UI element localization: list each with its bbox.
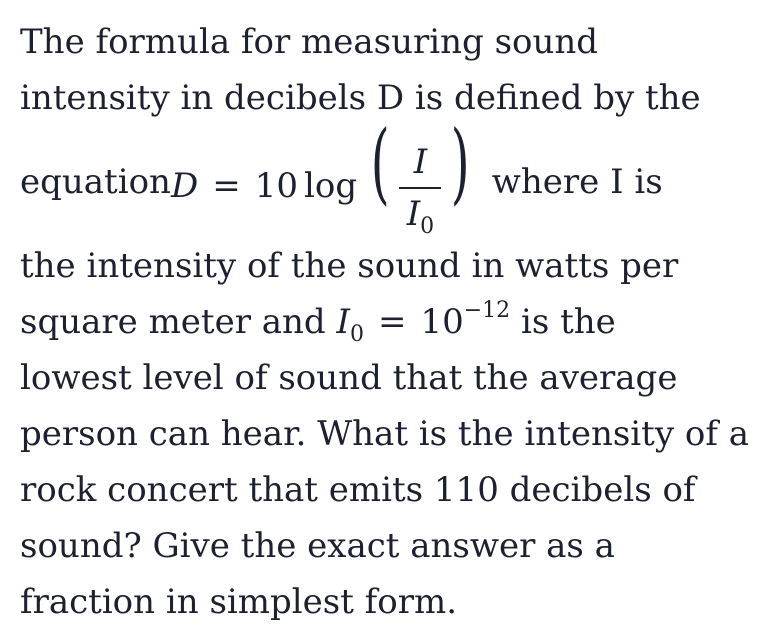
line-1: The formula for measuring sound [20,22,599,62]
right-paren: ) [451,110,471,214]
log-function: log [304,165,358,206]
i0-exponent: −12 [463,298,511,323]
variable-D: D [170,165,199,206]
line-3-suffix: where I is [491,162,663,202]
fraction-numerator: I [413,141,428,182]
decibel-formula [170,110,478,242]
line-8: rock concert that emits 110 decibels of [20,470,696,510]
i0-subscript: 0 [349,322,364,347]
line-3-equation [20,110,760,239]
line-3-prefix: equation [20,162,171,202]
line-9: sound? Give the exact answer as a [20,526,615,566]
line-10: fraction in simplest form. [20,582,458,622]
line-7: person can hear. What is the intensity of a [20,414,749,454]
denominator-subscript: 0 [420,213,435,239]
problem-text [20,14,760,630]
line-5-suffix: is the [510,302,616,342]
line-6: lowest level of sound that the average [20,358,678,398]
denominator-var: I [406,193,421,234]
equals-sign: = [212,165,241,206]
line-4: the intensity of the sound in watts per [20,246,679,286]
line-5 [20,294,760,350]
line-2: intensity in decibels D is defined by the [20,78,701,118]
i0-expression [336,298,511,347]
fraction [399,141,441,239]
fraction-bar [399,187,441,189]
i0-variable: I [336,302,350,342]
i0-base: 10 [420,302,464,342]
i0-equals: = [377,302,407,342]
fraction-denominator [403,193,438,239]
left-paren: ( [370,110,390,214]
coefficient: 10 [254,165,298,206]
line-5-prefix: square meter and [20,302,337,342]
